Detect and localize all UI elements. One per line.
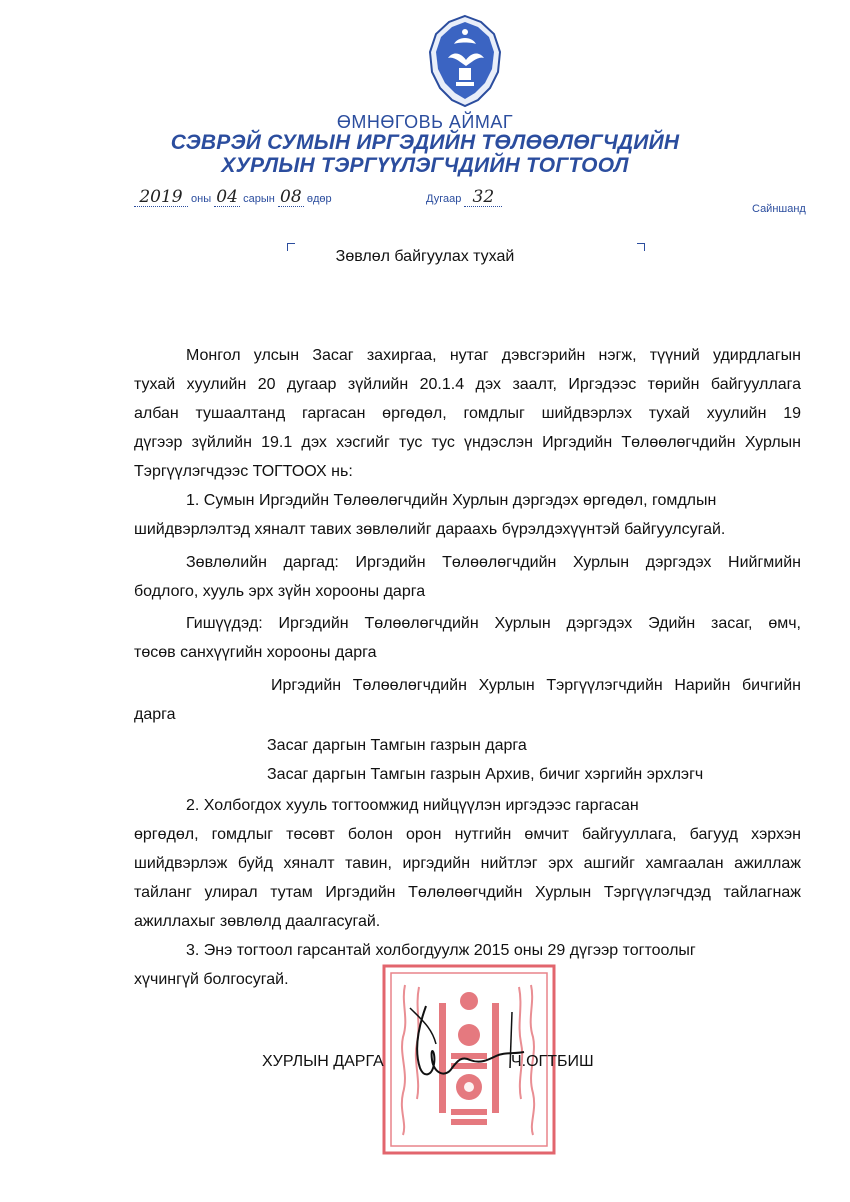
item-1-line: шийдвэрлэлтэд хяналт тавих зөвлөлийг дараахь бүрэлдэхүүнтэй байгуулсугай. <box>134 521 726 538</box>
member-office-head: Засаг даргын Тамгын газрын дарга <box>267 737 527 754</box>
header-resolution-title: ХУРЛЫН ТЭРГҮҮЛЭГЧДИЙН ТОГТООЛ <box>221 154 629 177</box>
header-sum-council: СЭВРЭЙ СУМЫН ИРГЭДИЙН ТӨЛӨӨЛӨГЧДИЙН <box>170 131 680 154</box>
signatory-name: Ч.ОГТБИШ <box>511 1053 594 1070</box>
item-3-line: 3. Энэ тогтоол гарсантай холбогдуулж 2015 оны 29 дүгээр тогтоолыг <box>186 942 696 959</box>
number-block <box>423 188 502 207</box>
item-3-line: хүчингүй болгосугай. <box>134 971 289 988</box>
item-2-line: өргөдөл, гомдлыг төсөвт болон орон нутгийн өмчит байгууллага, багууд хэрхэн <box>134 826 801 843</box>
date-day-label: өдөр <box>306 193 332 205</box>
item-1-line: 1. Сумын Иргэдийн Төлөөлөгчдийн Хурлын дэргэдэх өргөдөл, гомдлын <box>186 492 717 509</box>
preamble-line: тухай хуулийн 20 дугаар зүйлийн 20.1.4 дэх заалт, Иргэдээс төрийн байгууллага <box>134 376 801 393</box>
date-year-label: оны <box>191 193 212 205</box>
preamble-line: Тэргүүлэгчдээс ТОГТООХ нь: <box>134 463 353 480</box>
number-label: Дугаар <box>426 193 462 205</box>
members-line: төсөв санхүүгийн хорооны дарга <box>134 644 377 661</box>
resolution-number: 32 <box>464 188 502 207</box>
date-month: 04 <box>214 188 240 207</box>
preamble-line: дүгээр зүйлийн 19.1 дэх хэсгийг тус тус үндэслэн Иргэдийн Төлөөлөгчдийн Хурлын <box>134 434 801 451</box>
document-subject: Зөвлөл байгуулах тухай <box>335 248 515 265</box>
chair-line: Зөвлөлийн даргад: Иргэдийн Төлөөлөгчдийн Хурлын дэргэдэх Нийгмийн <box>186 554 801 571</box>
preamble-line: албан тушаалтанд гаргасан өргөдөл, гомдлыг шийдвэрлэх тухай хуулийн 19 <box>134 405 801 422</box>
members-line: Гишүүдэд: Иргэдийн Төлөөлөгчдийн Хурлын дэргэдэх Эдийн засаг, өмч, <box>186 615 801 632</box>
place-name: Сайншанд <box>752 203 806 215</box>
state-emblem-icon <box>426 14 504 110</box>
date-year: 2019 <box>134 188 188 207</box>
member-secretary-line: дарга <box>134 706 176 723</box>
item-2-line: шийдвэрлэж буйд хяналт тавин, иргэдийн нийтлэг эрх ашгийг хамгаалан ажиллаж <box>134 855 801 872</box>
member-archivist: Засаг даргын Тамгын газрын Архив, бичиг хэргийн эрхлэгч <box>267 766 704 783</box>
date-block <box>134 188 335 207</box>
chair-line: бодлого, хууль эрх зүйн хорооны дарга <box>134 583 426 600</box>
item-2-line: 2. Холбогдох хууль тогтоомжид нийцүүлэн иргэдээс гаргасан <box>186 797 639 814</box>
date-month-label: сарын <box>243 193 275 205</box>
signatory-title: ХУРЛЫН ДАРГА <box>262 1053 384 1070</box>
item-2-line: ажиллахыг зөвлөлд даалгасугай. <box>134 913 381 930</box>
member-secretary-line: Иргэдийн Төлөөлөгчдийн Хурлын Тэргүүлэгчдийн Нарийн бичгийн <box>271 677 801 694</box>
handwritten-signature <box>392 998 532 1098</box>
date-day: 08 <box>278 188 304 207</box>
preamble-line: Монгол улсын Засаг захиргаа, нутаг дэвсгэрийн нэгж, түүний удирдлагын <box>186 347 801 364</box>
item-2-line: тайланг улирал тутам Иргэдийн Төлөлөөгчдийн Хурлын Тэргүүлэгчдэд тайлагнаж <box>134 884 801 901</box>
header-aimag: ӨМНӨГОВЬ АЙМАГ <box>336 112 514 132</box>
